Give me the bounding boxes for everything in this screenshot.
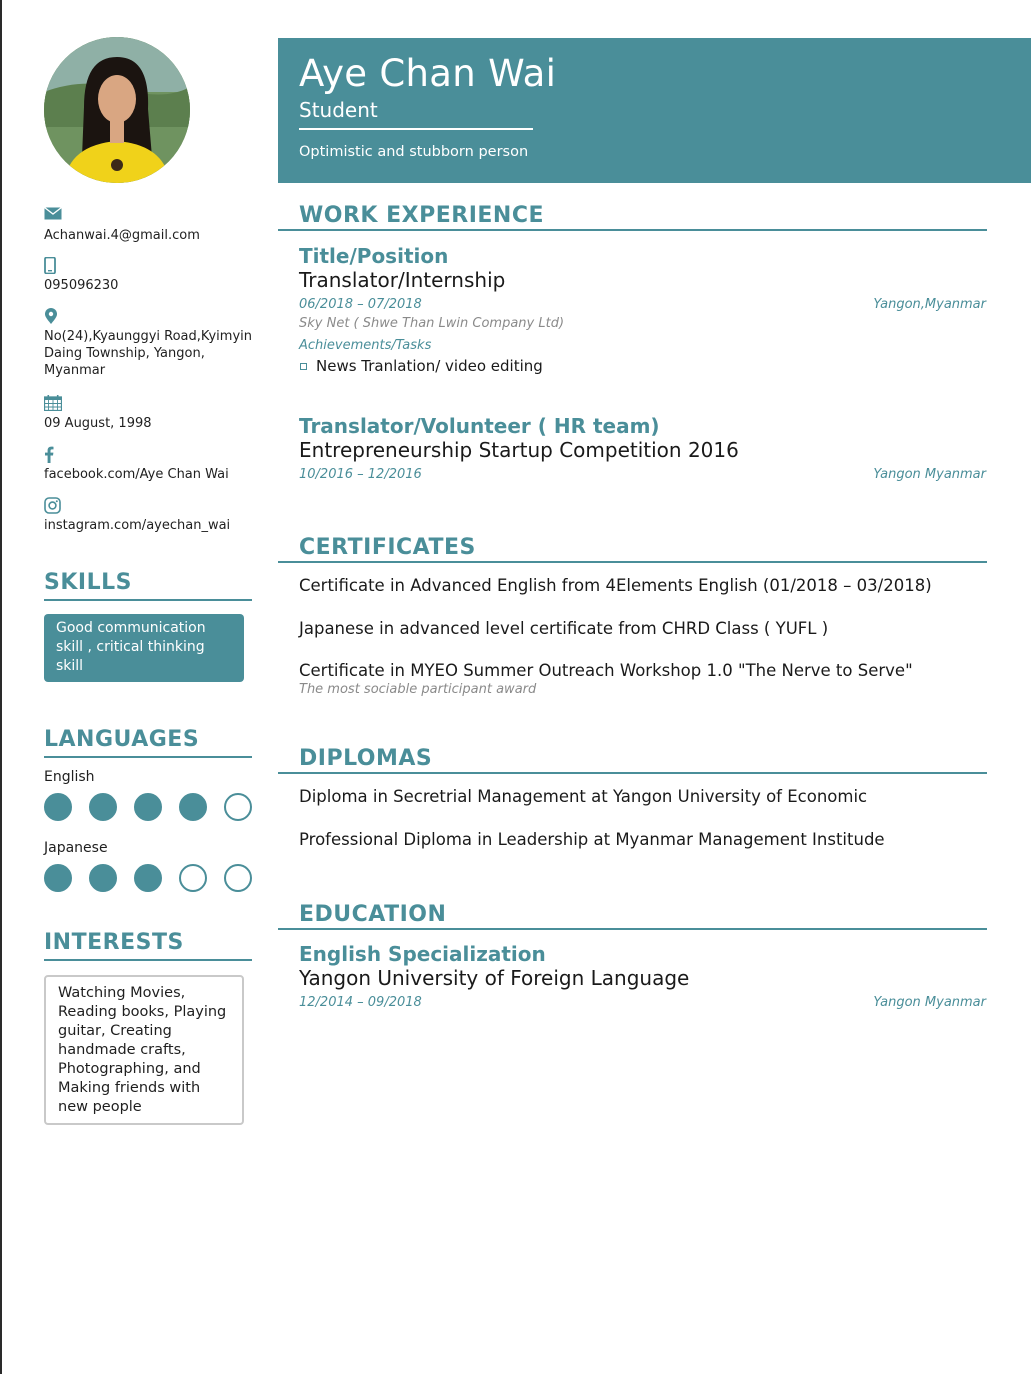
- certificate-item: Japanese in advanced level certificate from CHRD Class ( YUFL ): [299, 619, 829, 638]
- map-pin-icon: [44, 308, 259, 324]
- task-text: News Tranlation/ video editing: [316, 357, 543, 375]
- job-subtitle: Translator/Internship: [299, 268, 506, 292]
- language-name: Japanese: [44, 840, 108, 856]
- contact-facebook[interactable]: [44, 446, 259, 483]
- job-title: Title/Position: [299, 244, 449, 268]
- contact-instagram[interactable]: [44, 497, 259, 534]
- education-heading: EDUCATION: [278, 902, 987, 930]
- square-bullet-icon: [300, 363, 307, 370]
- rating-dot-filled: [134, 864, 162, 892]
- person-role: Student: [299, 98, 378, 122]
- diploma-item: Diploma in Secretrial Management at Yangon University of Economic: [299, 787, 868, 806]
- job-subtitle: Entrepreneurship Startup Competition 2016: [299, 438, 739, 462]
- skills-heading: SKILLS: [44, 570, 252, 601]
- contact-email[interactable]: [44, 207, 259, 244]
- rating-dot-empty: [179, 864, 207, 892]
- header-banner: [278, 38, 1031, 183]
- language-rating-japanese: [44, 864, 252, 892]
- instagram-icon: [44, 497, 259, 513]
- contact-address: [44, 308, 259, 379]
- rating-dot-empty: [224, 864, 252, 892]
- skill-tag: Good communication skill , critical thinking skill: [44, 614, 244, 682]
- certificate-note: The most sociable participant award: [299, 682, 537, 697]
- certificates-heading: CERTIFICATES: [278, 535, 987, 563]
- job-dates: 10/2016 – 12/2016: [299, 467, 422, 482]
- address-text: No(24),Kyaunggyi Road,Kyimyin Daing Township, Yangon, Myanmar: [44, 329, 252, 378]
- rating-dot-filled: [89, 793, 117, 821]
- rating-dot-filled: [89, 864, 117, 892]
- education-title: English Specialization: [299, 942, 546, 966]
- profile-photo-illustration: [44, 37, 190, 183]
- envelope-icon: [44, 207, 259, 223]
- facebook-icon: [44, 446, 259, 462]
- certificate-item: Certificate in Advanced English from 4Elements English (01/2018 – 03/2018): [299, 576, 932, 595]
- header-divider: [299, 128, 533, 130]
- job-title: Translator/Volunteer ( HR team): [299, 414, 660, 438]
- rating-dot-filled: [134, 793, 162, 821]
- mobile-phone-icon: [44, 257, 259, 273]
- rating-dot-empty: [224, 793, 252, 821]
- contact-birthday: [44, 395, 259, 432]
- job-location: Yangon Myanmar: [873, 467, 986, 482]
- job-dates: 06/2018 – 07/2018: [299, 297, 422, 312]
- birthday-text: 09 August, 1998: [44, 416, 152, 431]
- instagram-text: instagram.com/ayechan_wai: [44, 518, 231, 533]
- interests-heading: INTERESTS: [44, 930, 252, 961]
- education-dates: 12/2014 – 09/2018: [299, 995, 422, 1010]
- page-edge-line: [0, 0, 2, 1374]
- languages-heading: LANGUAGES: [44, 727, 252, 758]
- profile-photo: [44, 37, 190, 183]
- language-rating-english: [44, 793, 252, 821]
- diploma-item: Professional Diploma in Leadership at Myanmar Management Institude: [299, 830, 885, 849]
- job-organization: Sky Net ( Shwe Than Lwin Company Ltd): [299, 316, 565, 331]
- language-name: English: [44, 769, 95, 785]
- education-location: Yangon Myanmar: [873, 995, 986, 1010]
- diplomas-heading: DIPLOMAS: [278, 746, 987, 774]
- email-text: Achanwai.4@gmail.com: [44, 228, 200, 243]
- task-bullet: [299, 357, 543, 375]
- contact-phone[interactable]: [44, 257, 259, 294]
- achievements-label: Achievements/Tasks: [299, 338, 432, 353]
- calendar-icon: [44, 395, 259, 411]
- certificate-item: Certificate in MYEO Summer Outreach Workshop 1.0 "The Nerve to Serve": [299, 661, 913, 680]
- interests-text: Watching Movies, Reading books, Playing guitar, Creating handmade crafts, Photographing, and Making friends with new people: [44, 975, 244, 1125]
- work-experience-heading: WORK EXPERIENCE: [278, 203, 987, 231]
- rating-dot-filled: [44, 864, 72, 892]
- job-location: Yangon,Myanmar: [873, 297, 986, 312]
- person-name: Aye Chan Wai: [299, 52, 557, 95]
- facebook-text: facebook.com/Aye Chan Wai: [44, 467, 229, 482]
- person-tagline: Optimistic and stubborn person: [299, 144, 529, 160]
- rating-dot-filled: [179, 793, 207, 821]
- rating-dot-filled: [44, 793, 72, 821]
- education-school: Yangon University of Foreign Language: [299, 966, 690, 990]
- phone-text: 095096230: [44, 278, 119, 293]
